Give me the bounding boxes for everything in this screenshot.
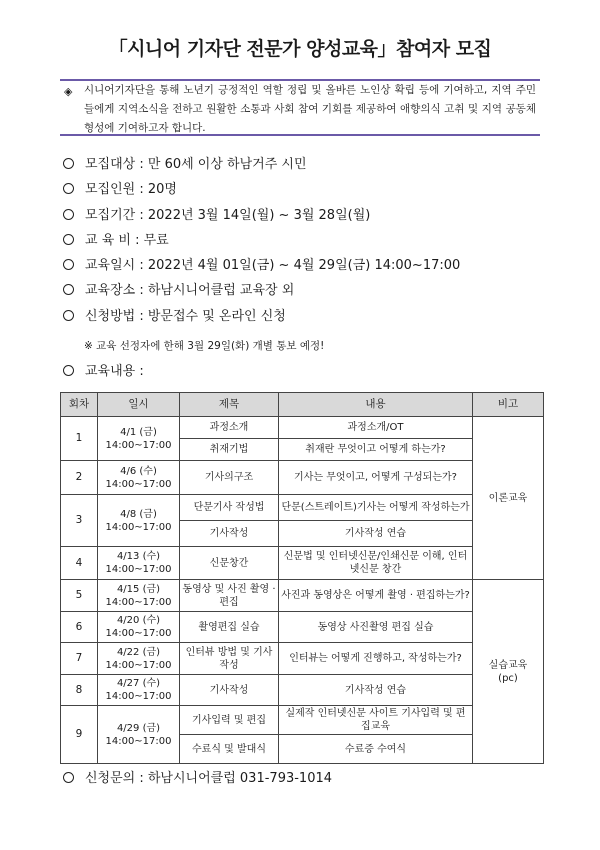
diamond-bullet-icon: ◈: [64, 85, 73, 98]
circle-bullet-icon: [63, 259, 74, 270]
session-datetime: 4/22 (금) 14:00~17:00: [98, 643, 180, 675]
session-datetime: 4/27 (수) 14:00~17:00: [98, 675, 180, 706]
session-title: 인터뷰 방법 및 기사작성: [180, 643, 279, 675]
contact-info: 신청문의 : 하남시니어클럽 031-793-1014: [63, 767, 332, 791]
intro-text: 시니어기자단을 통해 노년기 긍정적인 역할 정립 및 올바른 노인상 확립 등에 기여하고, 지역 주민들에게 지역소식을 전하고 원활한 소통과 사회 참여 기회를 제공하여 애향의식 고취 및 지역 공동체 형성에 기여하고자 합니다.: [84, 84, 536, 134]
session-title: 과정소개: [180, 417, 279, 439]
schedule-table: [60, 392, 544, 764]
circle-bullet-icon: [63, 365, 74, 376]
header-content: 내용: [279, 393, 473, 417]
header-remark: 비고: [473, 393, 544, 417]
info-fee: 교 육 비 : 무료: [63, 229, 563, 254]
info-count: 모집인원 : 20명: [63, 178, 563, 203]
session-title: 취재기법: [180, 439, 279, 461]
session-num: 4: [61, 547, 98, 580]
circle-bullet-icon: [63, 772, 74, 783]
remark-practice: 실습교육 (pc): [473, 580, 544, 764]
circle-bullet-icon: [63, 284, 74, 295]
table-row: [61, 417, 544, 439]
session-content: 기사작성 연습: [279, 521, 473, 547]
session-num: 7: [61, 643, 98, 675]
session-content: 동영상 사진촬영 편집 실습: [279, 612, 473, 643]
session-title: 기사작성: [180, 521, 279, 547]
session-content: 실제작 인터넷신문 사이트 기사입력 및 편집교육: [279, 706, 473, 735]
table-row: [61, 643, 544, 675]
table-row: [61, 495, 544, 521]
info-list: [63, 153, 563, 330]
remark-theory: 이론교육: [473, 417, 544, 580]
circle-bullet-icon: [63, 234, 74, 245]
table-row: [61, 547, 544, 580]
session-datetime: 4/13 (수) 14:00~17:00: [98, 547, 180, 580]
session-datetime: 4/20 (수) 14:00~17:00: [98, 612, 180, 643]
session-num: 2: [61, 461, 98, 495]
session-datetime: 4/29 (금) 14:00~17:00: [98, 706, 180, 764]
info-method: 신청방법 : 방문접수 및 온라인 신청: [63, 305, 563, 330]
session-num: 3: [61, 495, 98, 547]
session-content: 기사는 무엇이고, 어떻게 구성되는가?: [279, 461, 473, 495]
info-period: 모집기간 : 2022년 3월 14일(월) ~ 3월 28일(월): [63, 204, 563, 229]
page-title: 「시니어 기자단 전문가 양성교육」참여자 모집: [108, 38, 492, 60]
table-row: [61, 675, 544, 706]
intro-box: [60, 79, 540, 136]
session-content: 수료증 수여식: [279, 735, 473, 764]
circle-bullet-icon: [63, 310, 74, 321]
header-date: 일시: [98, 393, 180, 417]
session-content: 인터뷰는 어떻게 진행하고, 작성하는가?: [279, 643, 473, 675]
header-title: 제목: [180, 393, 279, 417]
session-title: 수료식 및 발대식: [180, 735, 279, 764]
session-title: 촬영편집 실습: [180, 612, 279, 643]
session-num: 9: [61, 706, 98, 764]
session-content: 신문법 및 인터넷신문/인쇄신문 이해, 인터넷신문 창간: [279, 547, 473, 580]
circle-bullet-icon: [63, 209, 74, 220]
session-datetime: 4/6 (수) 14:00~17:00: [98, 461, 180, 495]
session-title: 기사의구조: [180, 461, 279, 495]
session-num: 8: [61, 675, 98, 706]
table-header-row: [61, 393, 544, 417]
session-content: 사진과 동영상은 어떻게 촬영 · 편집하는가?: [279, 580, 473, 612]
session-content: 단문(스트레이트)기사는 어떻게 작성하는가: [279, 495, 473, 521]
session-num: 6: [61, 612, 98, 643]
circle-bullet-icon: [63, 158, 74, 169]
session-content: 과정소개/OT: [279, 417, 473, 439]
session-datetime: 4/8 (금) 14:00~17:00: [98, 495, 180, 547]
table-row: [61, 706, 544, 735]
session-title: 단문기사 작성법: [180, 495, 279, 521]
info-schedule: 교육일시 : 2022년 4월 01일(금) ~ 4월 29일(금) 14:00~17:00: [63, 254, 563, 279]
info-location: 교육장소 : 하남시니어클럽 교육장 외: [63, 279, 563, 304]
session-title: 신문창간: [180, 547, 279, 580]
selection-note: ※ 교육 선정자에 한해 3월 29일(화) 개별 통보 예정!: [84, 340, 325, 352]
header-num: 회차: [61, 393, 98, 417]
session-content: 취재란 무엇이고 어떻게 하는가?: [279, 439, 473, 461]
session-title: 동영상 및 사진 촬영 · 편집: [180, 580, 279, 612]
info-target: 모집대상 : 만 60세 이상 하남거주 시민: [63, 153, 563, 178]
session-num: 1: [61, 417, 98, 461]
table-row: [61, 612, 544, 643]
edu-heading: 교육내용 :: [63, 360, 144, 384]
session-title: 기사입력 및 편집: [180, 706, 279, 735]
session-title: 기사작성: [180, 675, 279, 706]
session-num: 5: [61, 580, 98, 612]
table-row: [61, 461, 544, 495]
session-content: 기사작성 연습: [279, 675, 473, 706]
session-datetime: 4/15 (금) 14:00~17:00: [98, 580, 180, 612]
circle-bullet-icon: [63, 183, 74, 194]
session-datetime: 4/1 (금) 14:00~17:00: [98, 417, 180, 461]
table-row: [61, 580, 544, 612]
